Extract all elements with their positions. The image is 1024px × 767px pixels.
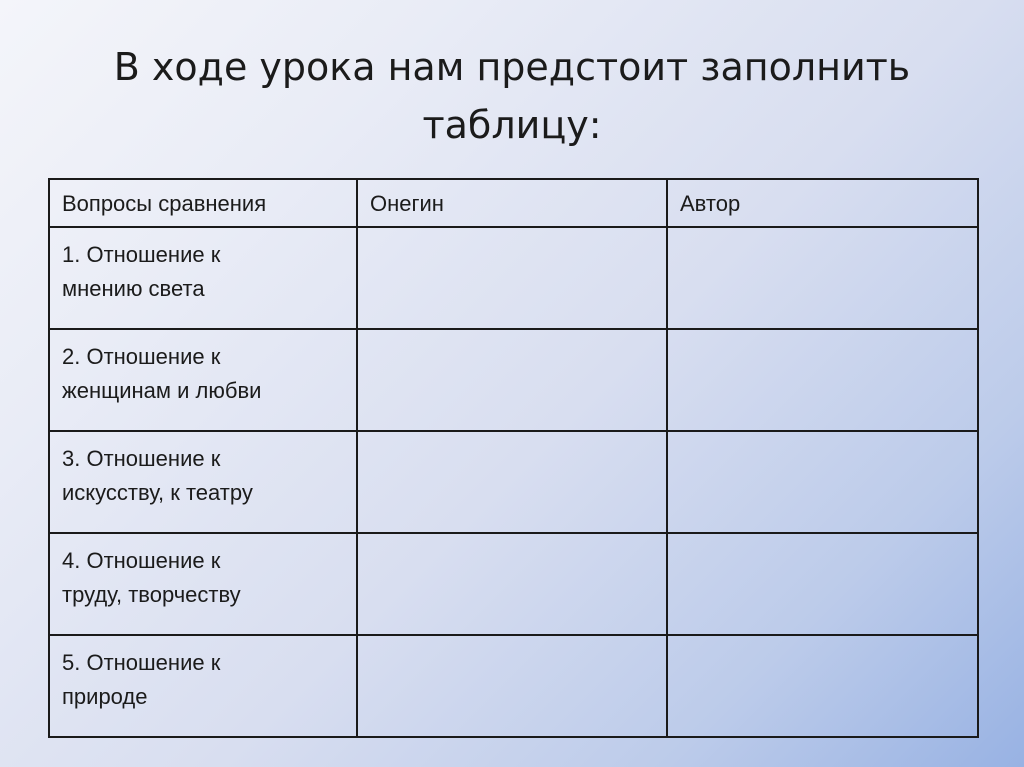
header-onegin: Онегин <box>357 179 667 227</box>
question-line: 5. Отношение к <box>62 650 221 675</box>
table-header-row <box>49 179 978 227</box>
question-line: 4. Отношение к <box>62 548 221 573</box>
question-line: 2. Отношение к <box>62 344 221 369</box>
question-line: искусству, к театру <box>62 480 253 505</box>
table-row <box>49 431 978 533</box>
question-cell <box>49 635 357 737</box>
question-line: природе <box>62 684 148 709</box>
table-row <box>49 635 978 737</box>
slide-title-line-1: В ходе урока нам предстоит заполнить <box>113 45 911 89</box>
author-cell <box>667 227 978 329</box>
author-cell <box>667 533 978 635</box>
header-author: Автор <box>667 179 978 227</box>
table-row <box>49 227 978 329</box>
question-cell <box>49 533 357 635</box>
table-row <box>49 329 978 431</box>
question-line: труду, творчеству <box>62 582 241 607</box>
question-line: женщинам и любви <box>62 378 262 403</box>
onegin-cell <box>357 533 667 635</box>
comparison-table <box>48 178 979 738</box>
question-line: 1. Отношение к <box>62 242 221 267</box>
table-row <box>49 533 978 635</box>
author-cell <box>667 329 978 431</box>
onegin-cell <box>357 329 667 431</box>
question-line: мнению света <box>62 276 205 301</box>
onegin-cell <box>357 635 667 737</box>
onegin-cell <box>357 227 667 329</box>
author-cell <box>667 431 978 533</box>
slide-title <box>40 38 984 154</box>
header-questions: Вопросы сравнения <box>49 179 357 227</box>
onegin-cell <box>357 431 667 533</box>
question-line: 3. Отношение к <box>62 446 221 471</box>
slide-title-line-2: таблицу: <box>422 103 602 147</box>
question-cell <box>49 227 357 329</box>
question-cell <box>49 329 357 431</box>
author-cell <box>667 635 978 737</box>
question-cell <box>49 431 357 533</box>
